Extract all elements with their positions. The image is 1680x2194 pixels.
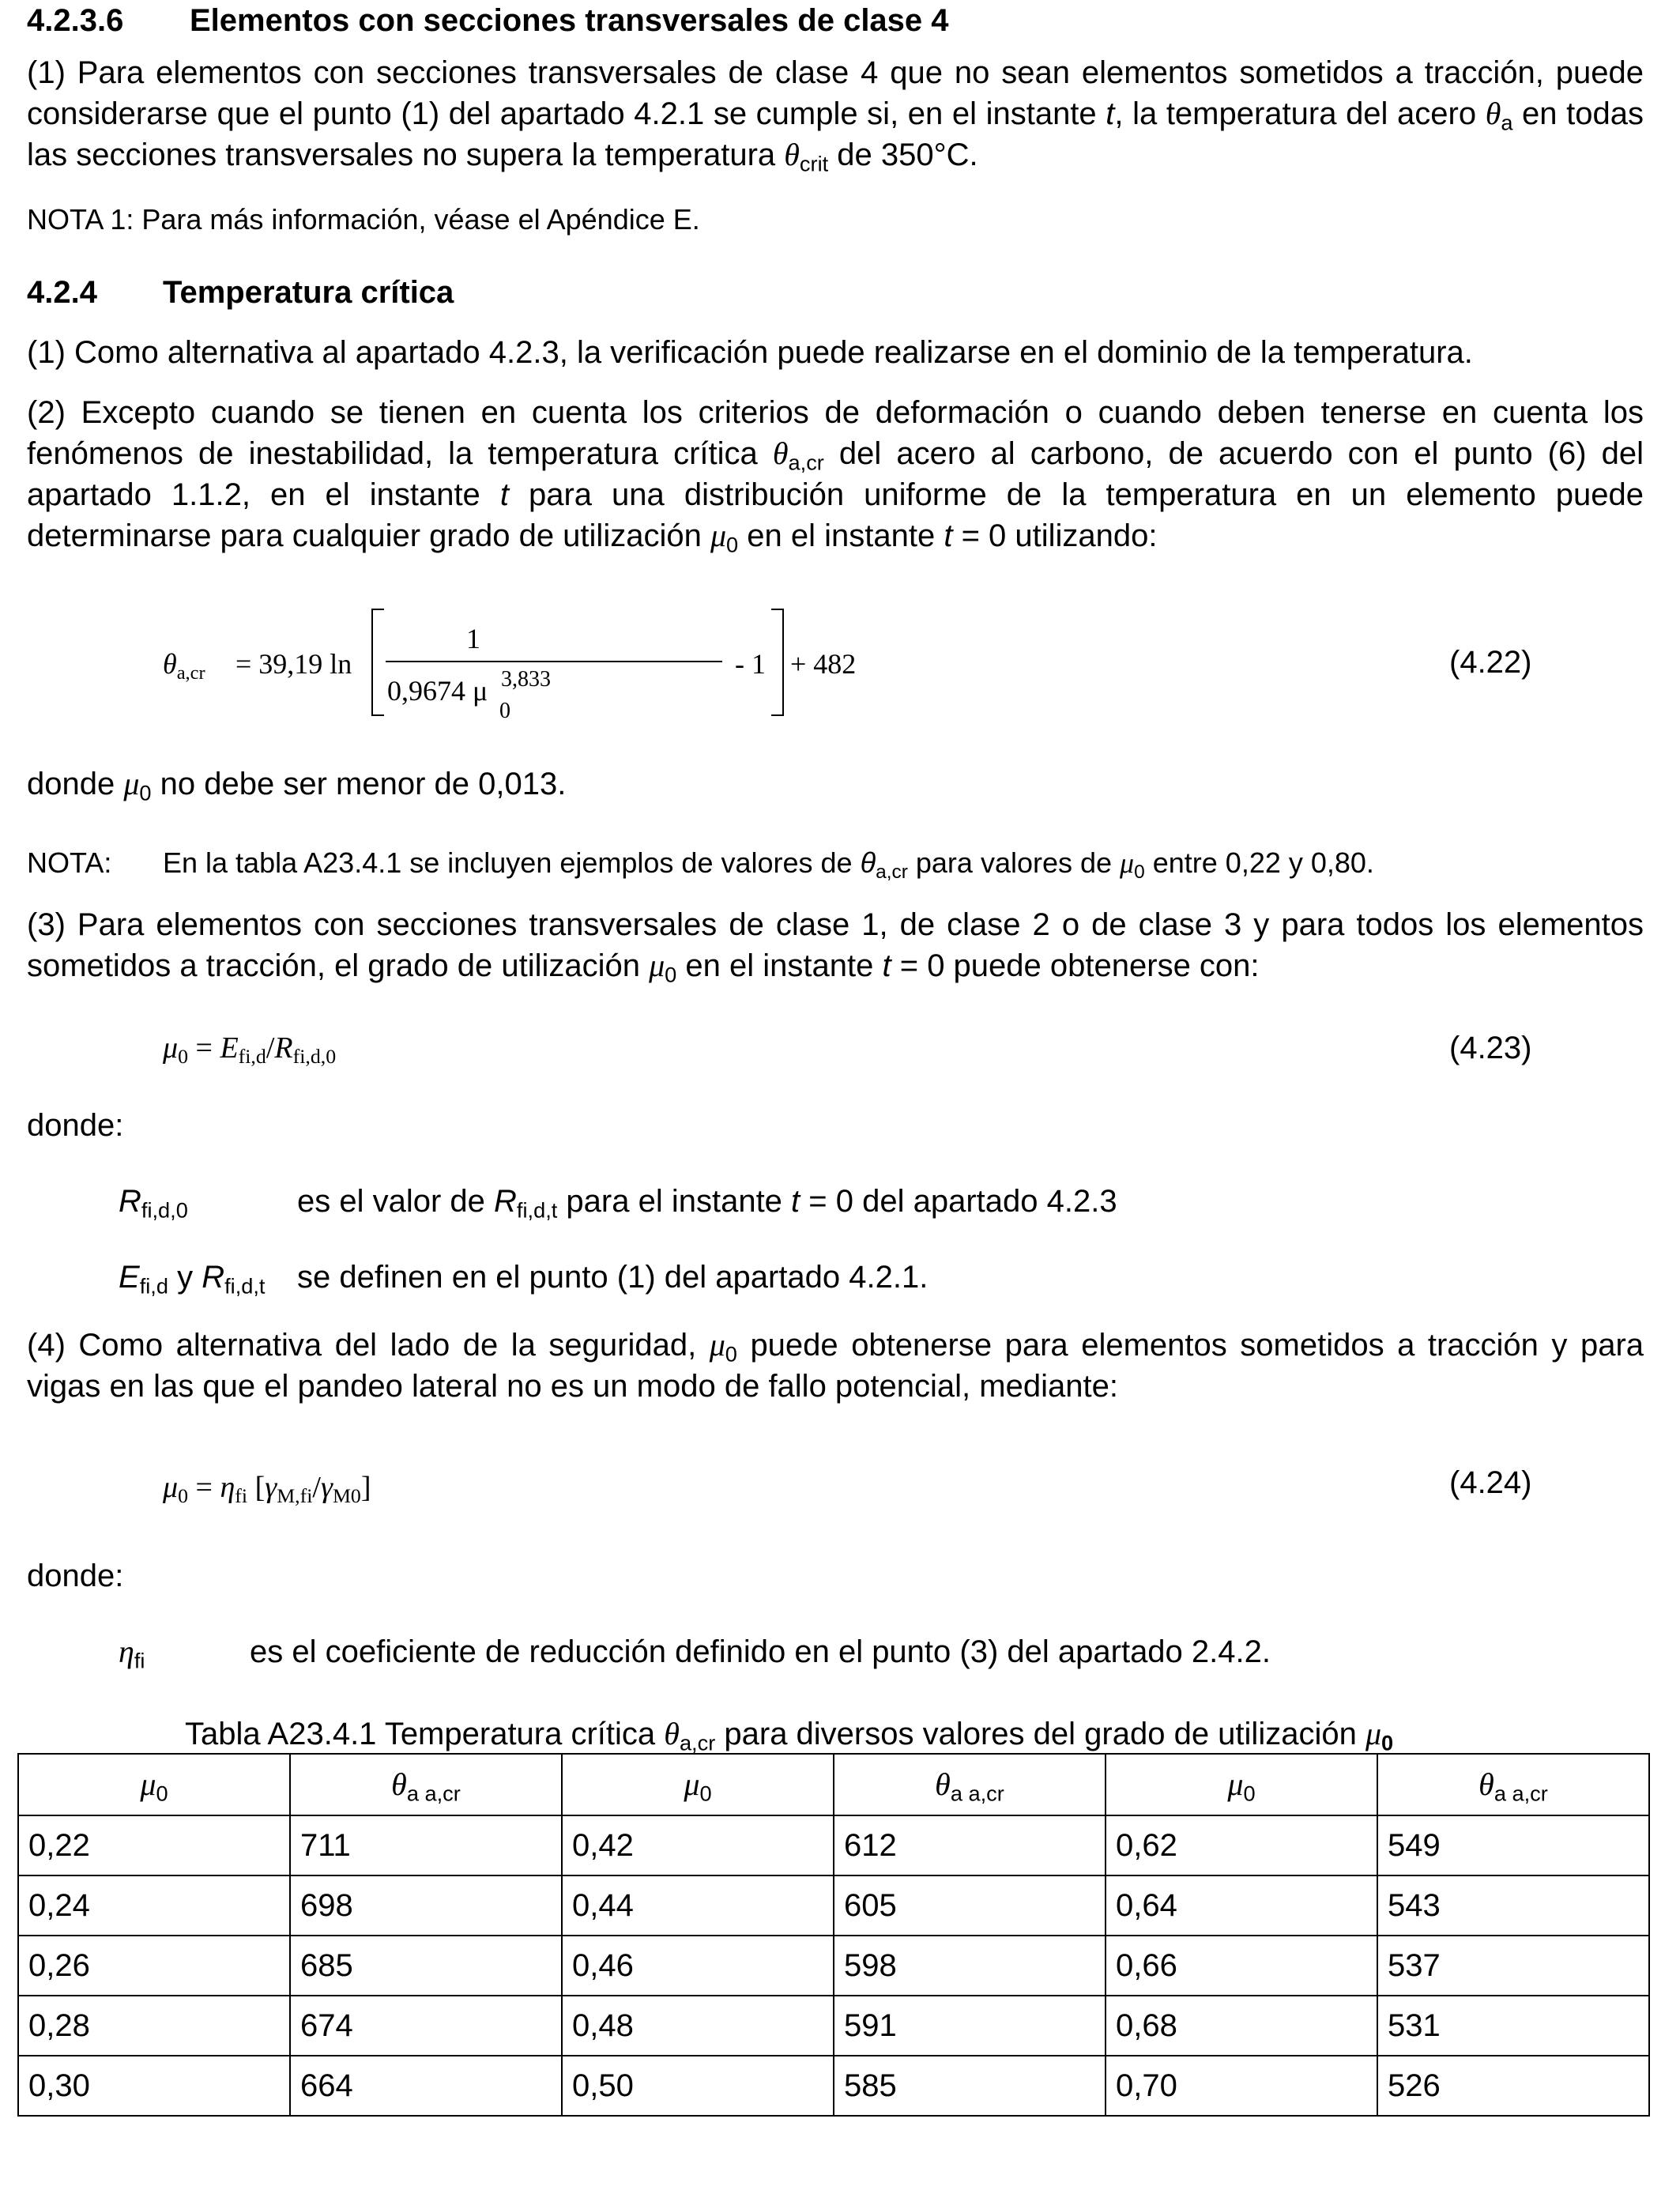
header-mu-0	[1106, 1754, 1377, 1815]
subscript: M0	[332, 1484, 361, 1508]
text: en todas las secciones transversales no supera la temperatura	[27, 96, 1644, 172]
definition-text	[297, 1181, 1117, 1222]
var-r: R	[119, 1184, 141, 1219]
subscript: M,fi	[277, 1484, 313, 1508]
table-row	[18, 1875, 1649, 1936]
table-cell: 674	[290, 1996, 562, 2056]
text: y	[168, 1260, 202, 1295]
fraction-numerator: 1	[466, 623, 480, 654]
paragraph-4236-1	[27, 52, 1644, 175]
subscript: crit	[799, 151, 829, 176]
paragraph-donde-mu	[27, 763, 566, 805]
paragraph-3	[27, 904, 1644, 986]
table-cell: 0,26	[18, 1936, 290, 1996]
plus-482: + 482	[790, 648, 857, 680]
subscript: 0	[178, 1484, 188, 1508]
table-row	[18, 1815, 1649, 1875]
mu-symbol: μ	[709, 1327, 725, 1363]
table-cell: 0,46	[562, 1936, 834, 1996]
table-row	[18, 1996, 1649, 2056]
minus-one: - 1	[735, 648, 766, 680]
text: para el instante	[557, 1184, 792, 1219]
text: = 0 del apartado 4.2.3	[800, 1184, 1117, 1219]
var-e: E	[220, 1031, 239, 1065]
open-bracket: [	[247, 1471, 266, 1504]
note-1: NOTA 1: Para más información, véase el Apéndice E.	[27, 203, 700, 236]
table-cell: 0,66	[1106, 1936, 1377, 1996]
equation-label-4-22: (4.22)	[1449, 645, 1532, 680]
paragraph-424-2	[27, 392, 1644, 556]
theta-symbol: θ	[860, 846, 876, 879]
table-cell: 685	[290, 1936, 562, 1996]
var-t: t	[944, 518, 953, 553]
section-title: Temperatura crítica	[163, 275, 454, 310]
var-t: t	[791, 1184, 800, 1219]
text: En la tabla A23.4.1 se incluyen ejemplos de valores de	[163, 846, 861, 879]
text: , la temperatura del acero	[1114, 96, 1486, 131]
theta-symbol: θ	[163, 648, 177, 680]
fraction-denominator	[387, 670, 488, 711]
slash: /	[312, 1471, 321, 1504]
text: en el instante	[738, 518, 944, 553]
note-label: NOTA:	[27, 846, 112, 879]
text: 0,9674 μ	[387, 675, 488, 707]
note-2	[27, 843, 1655, 884]
table-cell: 0,68	[1106, 1996, 1377, 2056]
text: de 350°C.	[828, 138, 978, 172]
definition-text: es el coeficiente de reducción definido en el punto (3) del apartado 2.4.2.	[250, 1634, 1271, 1669]
table-cell: 698	[290, 1875, 562, 1936]
header-mu-0	[18, 1754, 290, 1815]
equals: =	[188, 1471, 220, 1504]
subscript: fi,d,0	[292, 1045, 337, 1069]
text: (3) Para elementos con secciones transversales de clase 1, de clase 2 o de clase 3 y para todos los elementos sometidos a tracción, el grado de utilización	[27, 907, 1644, 983]
subscript: fi,d	[139, 1273, 168, 1299]
theta-symbol: θ	[391, 1766, 407, 1802]
subscript: 0	[1381, 1730, 1394, 1755]
theta-symbol: θ	[1485, 96, 1501, 131]
table-row	[18, 1936, 1649, 1996]
header-mu-0	[562, 1754, 834, 1815]
subscript: 0	[1134, 861, 1145, 883]
mu-symbol: μ	[140, 1766, 156, 1802]
table-cell: 598	[834, 1936, 1106, 1996]
var-t: t	[882, 948, 891, 983]
mu-symbol: μ	[1120, 847, 1135, 879]
subscript: a,cr	[876, 861, 908, 883]
table-cell: 526	[1377, 2056, 1649, 2116]
subscript: fi	[134, 1648, 145, 1673]
table-cell: 0,64	[1106, 1875, 1377, 1936]
mu-symbol: μ	[1227, 1766, 1244, 1802]
subscript: a a,cr	[950, 1781, 1004, 1806]
equals: =	[188, 1031, 220, 1065]
table-cell: 664	[290, 2056, 562, 2116]
equation-label-4-24: (4.24)	[1449, 1465, 1532, 1500]
subscript: 0	[178, 1045, 188, 1069]
subscript: a,cr	[176, 662, 205, 684]
text: donde	[27, 767, 124, 801]
subscript: 0	[139, 780, 152, 805]
text: entre 0,22 y 0,80.	[1144, 846, 1374, 879]
superscript: 3,833	[501, 667, 551, 692]
table-cell: 537	[1377, 1936, 1649, 1996]
table-cell: 0,48	[562, 1996, 834, 2056]
table-cell: 0,70	[1106, 2056, 1377, 2116]
var-r: R	[274, 1031, 293, 1065]
eq-equals-ln: = 39,19 ln	[235, 648, 352, 680]
header-theta-cr	[834, 1754, 1106, 1815]
definition-r-fi-d-0	[119, 1181, 1117, 1223]
text: en el instante	[676, 948, 883, 983]
equation-4-22	[163, 609, 953, 727]
section-number: 4.2.4	[27, 275, 97, 310]
var-t: t	[499, 477, 509, 512]
text: = 0 puede obtenerse con:	[891, 948, 1260, 983]
table-cell: 531	[1377, 1996, 1649, 2056]
table-cell: 0,30	[18, 2056, 290, 2116]
subscript: 0	[726, 532, 739, 557]
subscript: fi,d,0	[141, 1197, 188, 1223]
subscript: a a,cr	[406, 1781, 461, 1806]
table-cell: 0,42	[562, 1815, 834, 1875]
theta-symbol: θ	[664, 1716, 680, 1751]
subscript: 0	[665, 962, 677, 987]
gamma-symbol: γ	[265, 1471, 277, 1504]
subscript: a,cr	[679, 1730, 716, 1755]
mu-symbol: μ	[684, 1766, 700, 1802]
slash: /	[266, 1031, 275, 1065]
text: es el valor de	[297, 1184, 495, 1219]
mu-symbol: μ	[649, 948, 665, 983]
equation-4-23	[163, 1027, 336, 1069]
subscript: a,cr	[788, 450, 824, 475]
table-cell: 0,62	[1106, 1815, 1377, 1875]
text: (4) Como alternativa del lado de la seguridad,	[27, 1328, 710, 1363]
theta-symbol: θ	[784, 137, 800, 172]
table-cell: 605	[834, 1875, 1106, 1936]
subscript: fi,d	[238, 1045, 266, 1069]
subscript: fi,d,t	[224, 1273, 266, 1299]
header-theta-cr	[290, 1754, 562, 1815]
note-text	[163, 843, 1374, 884]
critical-temperature-table	[17, 1753, 1650, 2117]
text: del acero al carbono, de acuerdo con el punto (6) del apartado 1.1.2, en el instante	[27, 436, 1644, 512]
text: puede obtenerse para elementos sometidos a tracción y para vigas en las que el pandeo lateral no es un modo de fallo potencial, mediante:	[27, 1328, 1644, 1404]
eq-lhs	[163, 643, 205, 684]
section-title: Elementos con secciones transversales de clase 4	[190, 3, 949, 38]
text: (2) Excepto cuando se tienen en cuenta los criterios de deformación o cuando deben tenerse en cuenta los fenómenos de inestabilidad, la temperatura crítica	[27, 395, 1644, 471]
table-cell: 0,28	[18, 1996, 290, 2056]
eta-symbol: η	[119, 1634, 134, 1669]
mu-symbol: μ	[123, 766, 140, 801]
text: para una distribución uniforme de la temperatura en un elemento puede determinarse para cualquier grado de utilización	[27, 477, 1644, 553]
table-cell: 0,44	[562, 1875, 834, 1936]
mu-symbol: μ	[163, 1471, 179, 1504]
table-cell: 543	[1377, 1875, 1649, 1936]
equation-label-4-23: (4.23)	[1449, 1031, 1532, 1065]
section-heading-424	[27, 272, 454, 313]
fraction-bar	[386, 661, 722, 662]
mu-symbol: μ	[710, 518, 727, 553]
table-cell: 0,50	[562, 2056, 834, 2116]
subscript: 0	[499, 699, 510, 723]
theta-symbol: θ	[1478, 1766, 1494, 1802]
var-t: t	[1106, 96, 1115, 131]
section-number: 4.2.3.6	[27, 3, 124, 38]
var-e: E	[119, 1260, 140, 1295]
theta-symbol: θ	[935, 1766, 951, 1802]
subscript: 0	[156, 1781, 168, 1806]
donde-label-1: donde:	[27, 1108, 124, 1143]
table-cell: 0,22	[18, 1815, 290, 1875]
definition-text: se definen en el punto (1) del apartado 4.2.1.	[297, 1260, 929, 1295]
table-header-row	[18, 1754, 1649, 1815]
var-r: R	[494, 1184, 517, 1219]
table-row	[18, 2056, 1649, 2116]
subscript: fi,d,t	[516, 1197, 558, 1223]
table-cell: 612	[834, 1815, 1106, 1875]
equation-4-24	[163, 1467, 371, 1508]
right-bracket	[771, 609, 784, 716]
definition-eta-fi	[119, 1631, 1271, 1673]
text: (1) Para elementos con secciones transversales de clase 4 que no sean elementos sometidos a tracción, puede considerarse que el punto (1) del apartado 4.2.1 se cumple si, en el instante	[27, 55, 1644, 131]
text: Tabla A23.4.1 Temperatura crítica	[185, 1717, 665, 1751]
table-cell: 585	[834, 2056, 1106, 2116]
subscript: a a,cr	[1494, 1781, 1548, 1806]
close-bracket: ]	[360, 1471, 371, 1504]
subscript: 0	[699, 1781, 712, 1806]
definition-e-and-r	[119, 1257, 929, 1299]
table-cell: 711	[290, 1815, 562, 1875]
section-heading-4236	[27, 0, 949, 41]
mu-symbol: μ	[1365, 1716, 1382, 1751]
text: para diversos valores del grado de utilización	[715, 1717, 1365, 1751]
paragraph-4	[27, 1325, 1644, 1407]
subscript: fi	[235, 1484, 248, 1508]
table-cell: 0,24	[18, 1875, 290, 1936]
text: no debe ser menor de 0,013.	[151, 767, 567, 801]
subscript: 0	[1243, 1781, 1256, 1806]
table-cell: 549	[1377, 1815, 1649, 1875]
table-cell: 591	[834, 1996, 1106, 2056]
text: = 0 utilizando:	[952, 518, 1158, 553]
text: para valores de	[907, 846, 1121, 879]
var-r: R	[202, 1260, 225, 1295]
header-theta-cr	[1377, 1754, 1649, 1815]
subscript: a	[1501, 110, 1513, 135]
left-bracket	[371, 609, 384, 716]
table-caption	[185, 1713, 1393, 1755]
gamma-symbol: γ	[320, 1471, 333, 1504]
donde-label-2: donde:	[27, 1559, 124, 1593]
eta-symbol: η	[220, 1471, 235, 1504]
mu-symbol: μ	[163, 1031, 179, 1065]
paragraph-424-1: (1) Como alternativa al apartado 4.2.3, la verificación puede realizarse en el dominio de la temperatura.	[27, 335, 1473, 370]
subscript: 0	[725, 1341, 737, 1367]
theta-symbol: θ	[772, 435, 789, 471]
